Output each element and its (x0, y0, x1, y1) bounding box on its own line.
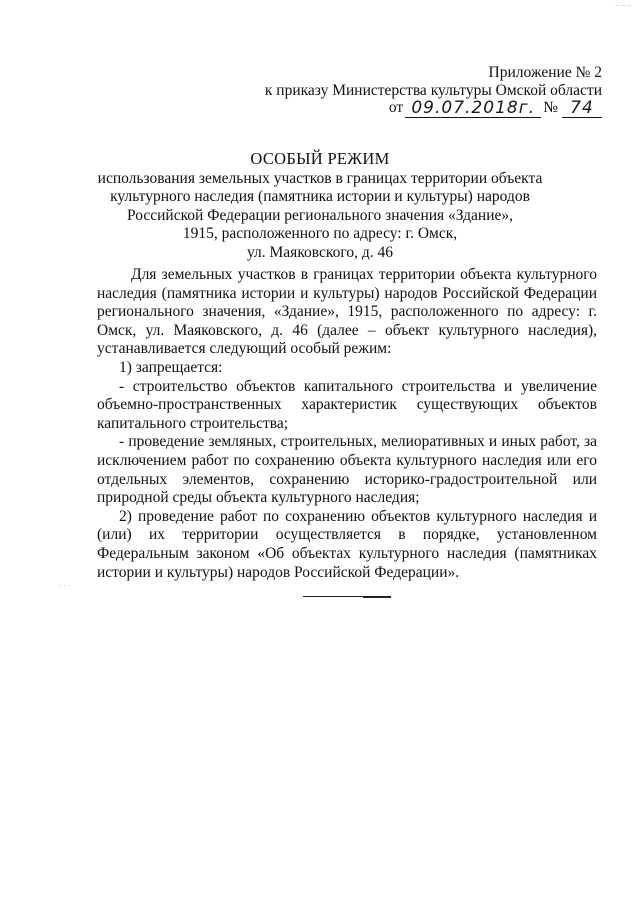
appendix-date-number-line (389, 98, 602, 118)
title-block (80, 150, 560, 262)
scan-corner-mark: — — — (615, 2, 632, 7)
appendix-order-reference: к приказу Министерства культуры Омской области (264, 82, 602, 99)
number-prefix: № (543, 99, 558, 116)
date-prefix: от (388, 99, 404, 116)
subtitle-line: культурного наследия (памятника истории и культуры) народов (110, 188, 530, 205)
margin-scan-dots: · · · (60, 583, 70, 590)
item-1-bullet: - проведение земляных, строительных, мелиоративных и иных работ, за исключением работ по сохранению объекта культурного наследия или его отдельных элементов, сохранению историко-градостроительной или природной среды объекта культурного наследия; (97, 433, 597, 507)
document-body (97, 266, 597, 582)
document-title: ОСОБЫЙ РЕЖИМ (250, 149, 390, 168)
subtitle-line: ул. Маяковского, д. 46 (246, 243, 394, 261)
item-2-paragraph: 2) проведение работ по сохранению объектов культурного наследия и (или) их территории осуществляется в порядке, установленном Федеральным законом «Об объектах культурного наследия (памятниках истории и культуры) народов Российской Федерации». (97, 507, 597, 581)
end-divider-thick-segment (363, 596, 391, 598)
handwritten-date: 09.07.2018г. (405, 99, 541, 118)
item-1-label: 1) запрещается: (119, 358, 223, 376)
subtitle-line: использования земельных участков в границах территории объекта (97, 169, 543, 187)
subtitle-line: 1915, расположенного по адресу: г. Омск, (182, 225, 458, 242)
item-1-bullet: - строительство объектов капитального строительства и увеличение объемно-пространственных характеристик существующих объектов капитального строительства; (97, 377, 597, 432)
handwritten-order-number: 74 (562, 99, 602, 118)
intro-paragraph: Для земельных участков в границах территории объекта культурного наследия (памятника истории и культуры) народов Российской Федерации регионального значения, «Здание», 1915, расположенного по адресу: г. Омск, ул. Маяковского, д. 46 (далее – объект культурного наследия), устанавливается следующий особый режим: (97, 266, 597, 358)
appendix-number: Приложение № 2 (488, 64, 602, 81)
subtitle-line: Российской Федерации регионального значения «Здание», (126, 206, 514, 224)
end-divider-line (303, 596, 391, 597)
